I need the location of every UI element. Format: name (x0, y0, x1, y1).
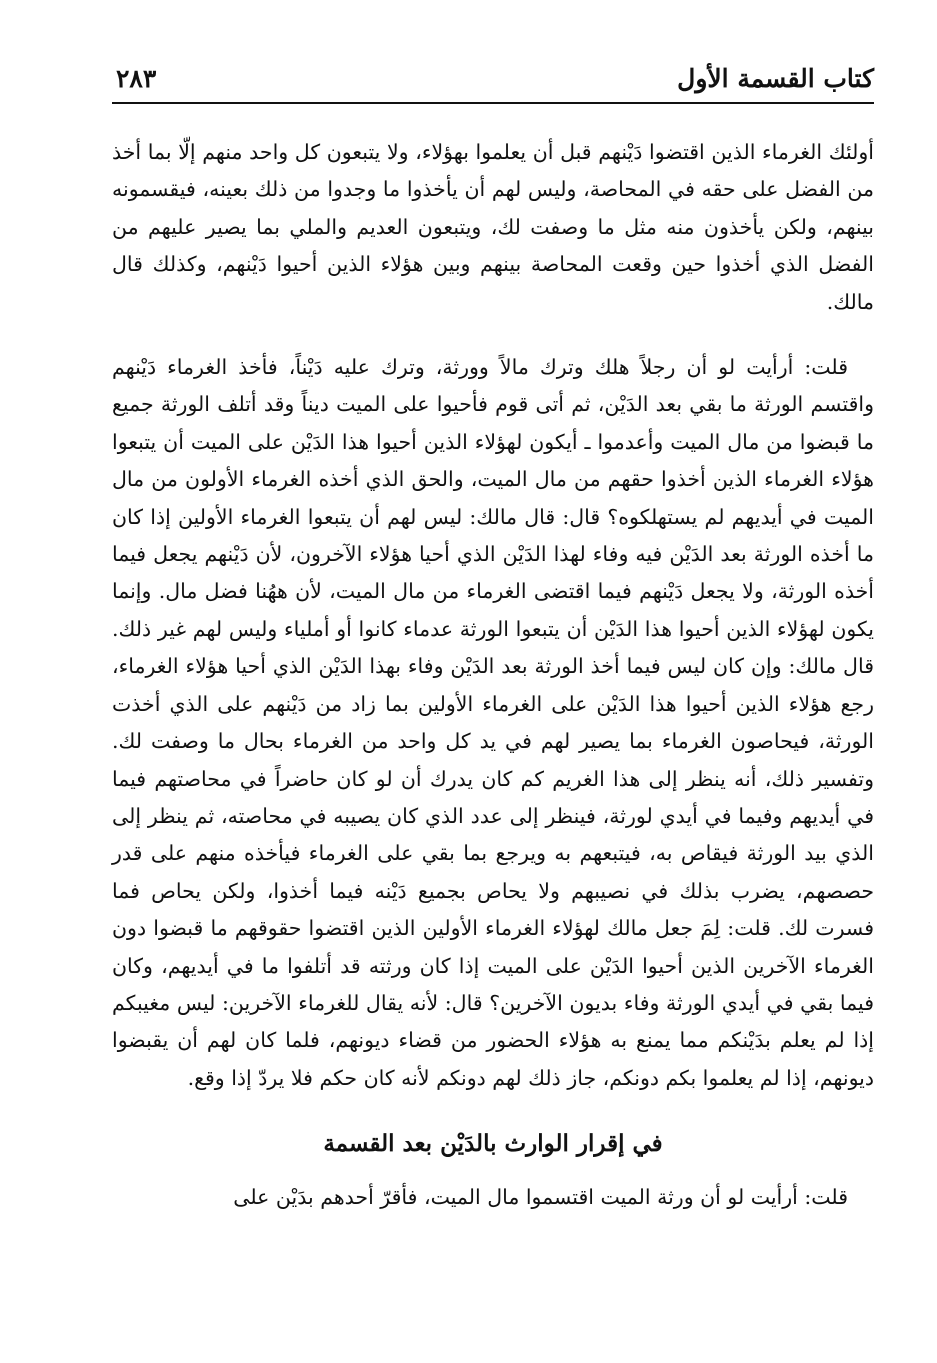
book-page (112, 58, 874, 1348)
running-header (112, 58, 874, 104)
section-heading: في إقرار الوارث بالدَيْن بعد القسمة (323, 1130, 663, 1158)
paragraph-section-start: قلت: أرأيت لو أن ورثة الميت اقتسموا مال الميت، فأقرّ أحدهم بدَيْن على (233, 1185, 848, 1210)
running-title: كتاب القسمة الأول (677, 64, 874, 93)
paragraph-question-heirs-debt: قلت: أرأيت لو أن رجلاً هلك وترك مالاً وورثة، وترك عليه دَيْناً، فأخذ الغرماء دَيْنهم واقتسم الورثة ما بقي بعد الدَيْن، ثم أتى قوم فأحيوا على الميت ديناً وقد أتلف الورثة جميع ما قبضوا من مال الميت وأعدموا ـ أيكون لهؤلاء الذين أحيوا هذا الدَيْن على الميت أن يتبعوا هؤلاء الغرماء الذين أخذوا حقهم من مال الميت، والحق الذي أخذه الغرماء الأولون من مال الميت في أيديهم لم يستهلكوه؟ قال: قال مالك: ليس لهم أن يتبعوا الغرماء الأولين إذا كان ما أخذه الورثة بعد الدَيْن فيه وفاء لهذا الدَيْن الذي أحيا هؤلاء الآخرون، لأن دَيْنهم يجعل فيما أخذه الورثة، ولا يجعل دَيْنهم فيما اقتضى الغرماء من مال الميت، لأن ههُنا فضل مال. وإنما يكون لهؤلاء الذين أحيوا هذا الدَيْن أن يتبعوا الورثة عدماء كانوا أو أملياء وليس لهم غير ذلك. قال مالك: وإن كان ليس فيما أخذ الورثة بعد الدَيْن وفاء بهذا الدَيْن الذي أحيا هؤلاء الغرماء، رجع هؤلاء الذين أحيوا هذا الدَيْن على الغرماء الأولين بما زاد من دَيْنهم على الذي أخذت الورثة، فيحاصون الغرماء بما يصير لهم في يد كل واحد من الغرماء بحال ما وصفت لك. وتفسير ذلك، أنه ينظر إلى هذا الغريم كم كان يدرك أن لو كان حاضراً في محاصتهم فيما في أيديهم وفيما في أيدي لورثة، فينظر إلى عدد الذي كان يصيبه في محاصته، ثم ينظر إلى الذي بيد الورثة فيقاص به، فيتبعهم به ويرجع بما بقي على الغرماء فيأخذه منهم على قدر حصصهم، يضرب بذلك في نصيبهم ولا يحاص بجميع دَيْنه فيما أخذوا، ولكن يحاص فما فسرت لك. قلت: لِمَ جعل مالك لهؤلاء الغرماء الأولين الذين اقتضوا حقوقهم ما قبضوا دون الغرماء الآخرين الذين أحيوا الدَيْن على الميت إذا كان ورثته قد أتلفوا ما في أيديهم، وكان فيما بقي في أيدي الورثة وفاء بديون الآخرين؟ قال: لأنه يقال للغرماء الآخرين: ليس مغيبكم إذا لم يعلم بدَيْنكم مما يمنع به هؤلاء الحضور من قضاء ديونهم، فلما كان لهم أن يقبضوا ديونهم، إذا لم يعلموا بكم دونكم، جاز ذلك لهم دونكم لأنه كان حكم فلا يردّ إذا وقع. (112, 355, 874, 1090)
paragraph-continuation: أولئك الغرماء الذين اقتضوا دَيْنهم قبل أن يعلموا بهؤلاء، ولا يتبعون كل واحد منهم إلّا بما أخذ من الفضل على حقه في المحاصة، وليس لهم أن يأخذوا ما وجدوا من ذلك بعينه، فيقسمونه بينهم، ولكن يأخذون منه مثل ما وصفت لك، ويتبعون العديم والملي بما يصير عليهم من الفضل الذي أخذوا حين وقعت المحاصة بينهم وبين هؤلاء الذين أحيوا دَيْنهم، وكذلك قال مالك. (112, 140, 874, 314)
body-text (112, 134, 874, 1217)
page-number: ٢٨٣ (116, 64, 157, 93)
